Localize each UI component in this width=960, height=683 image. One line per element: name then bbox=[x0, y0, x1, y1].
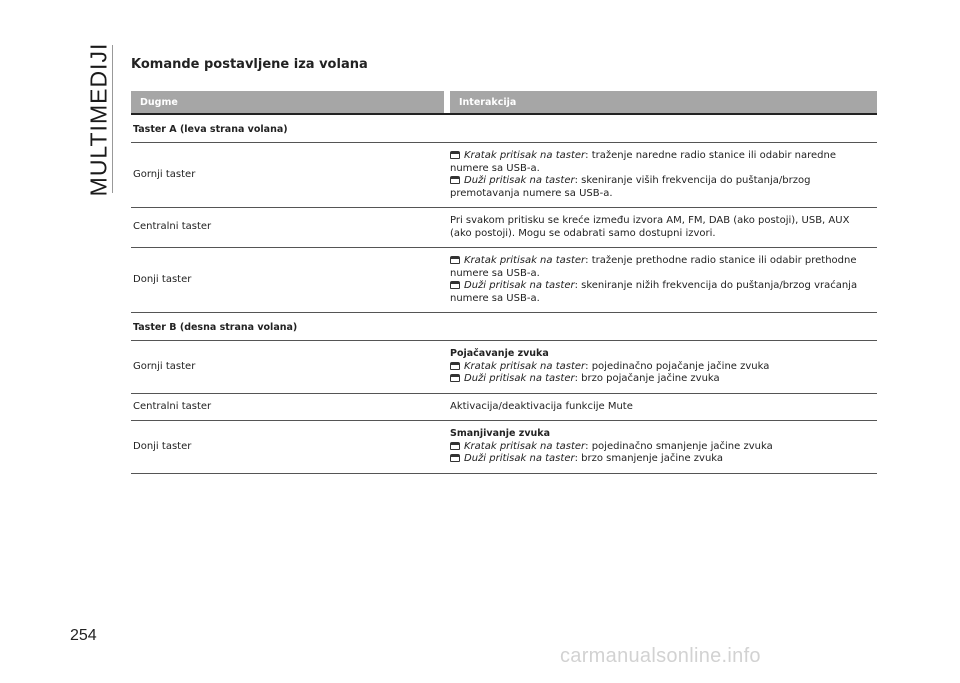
table-row bbox=[131, 143, 877, 207]
table-row bbox=[131, 208, 877, 247]
press-desc: : traženje prethodne radio stanice ili odabir prethodne bbox=[585, 255, 857, 266]
steering-button-icon bbox=[450, 362, 460, 370]
controls-table bbox=[131, 91, 877, 474]
press-term: Duži pritisak na taster bbox=[464, 175, 575, 186]
interaction-item bbox=[450, 150, 877, 163]
press-term: Kratak pritisak na taster bbox=[464, 360, 586, 372]
press-desc: : brzo pojačanje jačine zvuka bbox=[574, 373, 720, 384]
watermark: carmanualsonline.info bbox=[560, 645, 761, 667]
sidebar-title-text: MULTIMEDIJI bbox=[85, 42, 112, 196]
table-row bbox=[131, 394, 877, 421]
page-heading: Komande postavljene iza volana bbox=[131, 57, 368, 72]
press-term: Duži pritisak na taster bbox=[464, 373, 575, 384]
interaction-cell bbox=[450, 255, 877, 305]
steering-button-icon bbox=[450, 281, 460, 289]
press-desc: : skeniranje viših frekvencija do puštanja/brzog bbox=[574, 175, 811, 186]
button-name: Centralni taster bbox=[133, 400, 212, 412]
interaction-item bbox=[450, 361, 877, 374]
press-desc: : pojedinačno pojačanje jačine zvuka bbox=[585, 360, 770, 372]
interaction-item bbox=[450, 373, 877, 386]
press-desc: : brzo smanjenje jačine zvuka bbox=[574, 453, 724, 464]
interaction-item bbox=[450, 280, 877, 293]
interaction-cell bbox=[450, 150, 877, 200]
sidebar-rule bbox=[112, 45, 113, 193]
interaction-item-cont: premotavanja numere sa USB-a. bbox=[450, 187, 613, 199]
interaction-text: Aktivacija/deaktivacija funkcije Mute bbox=[450, 400, 633, 412]
interaction-item-cont: numere sa USB-a. bbox=[450, 162, 540, 174]
table-bottom-divider bbox=[131, 473, 877, 474]
interaction-subtitle: Pojačavanje zvuka bbox=[450, 348, 549, 359]
press-term: Kratak pritisak na taster bbox=[464, 255, 586, 266]
button-name: Donji taster bbox=[133, 440, 192, 452]
button-name: Gornji taster bbox=[133, 360, 196, 372]
interaction-item-cont: numere sa USB-a. bbox=[450, 292, 540, 304]
press-term: Duži pritisak na taster bbox=[464, 280, 575, 291]
interaction-cell bbox=[450, 401, 877, 414]
interaction-subtitle: Smanjivanje zvuka bbox=[450, 428, 551, 439]
table-row bbox=[131, 341, 877, 393]
interaction-item bbox=[450, 453, 877, 466]
press-desc: : skeniranje nižih frekvencija do puštanja/brzog vraćanja bbox=[574, 280, 858, 291]
interaction-cell bbox=[450, 215, 877, 240]
interaction-item bbox=[450, 255, 877, 268]
steering-button-icon bbox=[450, 374, 460, 382]
button-name: Centralni taster bbox=[133, 221, 212, 233]
interaction-cell bbox=[450, 428, 877, 466]
table-row bbox=[131, 421, 877, 473]
button-name: Donji taster bbox=[133, 273, 192, 285]
steering-button-icon bbox=[450, 442, 460, 450]
table-row bbox=[131, 248, 877, 312]
sidebar-title bbox=[84, 44, 114, 194]
steering-button-icon bbox=[450, 176, 460, 184]
interaction-item bbox=[450, 441, 877, 454]
interaction-item-cont: numere sa USB-a. bbox=[450, 267, 540, 279]
steering-button-icon bbox=[450, 454, 460, 462]
steering-button-icon bbox=[450, 256, 460, 264]
interaction-item bbox=[450, 175, 877, 188]
section-title-b: Taster B (desna strana volana) bbox=[133, 322, 298, 333]
page-number: 254 bbox=[70, 627, 97, 644]
press-desc: : traženje naredne radio stanice ili odabir naredne bbox=[585, 150, 836, 161]
section-title-a: Taster A (leva strana volana) bbox=[133, 124, 288, 135]
press-term: Duži pritisak na taster bbox=[464, 453, 575, 464]
interaction-cell bbox=[450, 348, 877, 386]
column-header-interaction: Interakcija bbox=[450, 91, 877, 113]
table-header bbox=[131, 91, 877, 113]
press-term: Kratak pritisak na taster bbox=[464, 150, 586, 161]
interaction-text: (ako postoji). Mogu se odabrati samo dostupni izvori. bbox=[450, 227, 716, 239]
button-name: Gornji taster bbox=[133, 168, 196, 180]
press-term: Kratak pritisak na taster bbox=[464, 440, 586, 452]
press-desc: : pojedinačno smanjenje jačine zvuka bbox=[585, 440, 773, 452]
column-header-button: Dugme bbox=[131, 91, 444, 113]
steering-button-icon bbox=[450, 151, 460, 159]
interaction-text: Pri svakom pritisku se kreće između izvora AM, FM, DAB (ako postoji), USB, AUX bbox=[450, 215, 850, 226]
